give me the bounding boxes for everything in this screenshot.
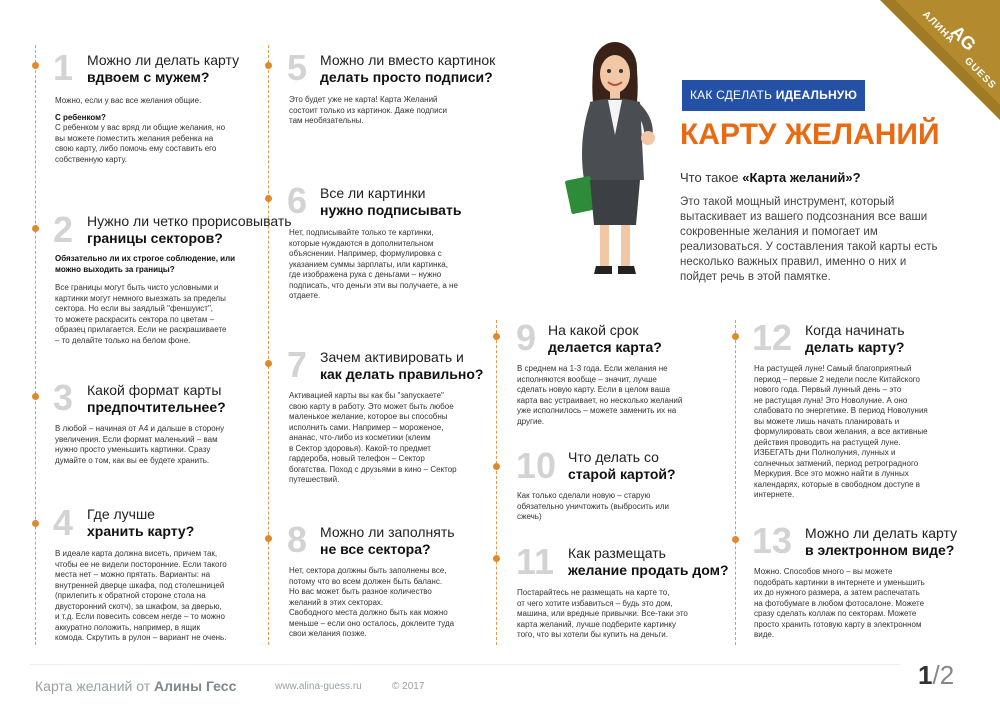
column-rail-2: [268, 45, 269, 645]
answer-text: В среднем на 1-3 года. Если желания не исполняются вообще – значит, лучше сделать новую карту. Если в целом ваша карта вас устраивает, но несколько желаний уже исполнилось – можете заменить их на другие.: [517, 364, 683, 426]
what-is-question: [680, 170, 861, 185]
banner-prefix: КАК СДЕЛАТЬ: [689, 88, 773, 102]
question-number: 4: [53, 502, 74, 543]
footer-credit: [35, 678, 236, 694]
question-title-line2: делается карта?: [548, 339, 662, 355]
question-title-line2: хранить карту?: [87, 523, 195, 539]
question-title-line2: вдвоем с мужем?: [87, 69, 210, 85]
answer-text: Активацией карты вы как бы "запускаете" свою карту в работу. Это может быть любое маленькое желание, которое вы способны исполнить сами. Например – мороженое, ананас, что-либо из косметики (клеим в Сектор здоровья). Какой-то предмет гардероба, новый телефон – Сектор богатства. Поход с друзьями в кино – Сектор путешествий.: [289, 391, 457, 484]
question-number: 2: [53, 209, 74, 250]
bullet-dot: [265, 62, 272, 69]
bullet-dot: [493, 333, 500, 340]
column-rail-3: [496, 320, 497, 645]
question-number: 12: [752, 317, 793, 358]
question-title-line2: как делать правильно?: [320, 366, 484, 382]
answer-text: Нет, сектора должны быть заполнены все, потому что во всем должен быть баланс. Но вас может быть разное количество желаний в этих секторах. Свободного места должно быть как можно меньше – если оно осталось, доклеите туда свои желания позже.: [289, 566, 455, 638]
brand-logo: AG: [946, 21, 980, 55]
bullet-dot: [265, 195, 272, 202]
question-title-line1: Можно ли вместо картинок: [320, 52, 496, 68]
bullet-dot: [32, 225, 39, 232]
question-title-line1: Где лучше: [87, 506, 155, 522]
bullet-dot: [493, 555, 500, 562]
banner-bold: ИДЕАЛЬНУЮ: [775, 88, 858, 102]
question-number: 7: [287, 344, 308, 385]
question-number: 3: [53, 377, 74, 418]
answer-text: Нет, подписывайте только те картинки, которые нуждаются в дополнительном объяснении. Например, формулировка с указанием суммы зарплаты, или картинка, где изображена рука с деньгами – нужно подписать, что деньги эти вы получаете, а не отдаете.: [289, 228, 458, 300]
question-title-line1: Зачем активировать и: [320, 349, 464, 365]
question-title-line2: старой картой?: [568, 466, 676, 482]
footer-author: Алины Гесс: [154, 678, 237, 694]
question-number: 8: [287, 519, 308, 560]
question-number: 13: [752, 520, 793, 561]
question-title-line1: Нужно ли четко прорисовывать: [87, 213, 292, 229]
what-bold: «Карта желаний»?: [742, 170, 861, 185]
question-title-line1: Что делать со: [568, 449, 659, 465]
question-number: 1: [53, 47, 74, 88]
question-title-line1: Можно ли делать карту: [805, 525, 958, 541]
question-number: 9: [516, 317, 537, 358]
question-title-line1: Когда начинать: [805, 322, 905, 338]
answer-text-2: Все границы могут быть чисто условными и картинки могут немного выезжать за пределы сектора. Но если вы заядлый "феншуист", то можете раскрасить сектора по цветам – образец прилагается. Если не раскрашиваете – то делайте только на белом фоне.: [55, 283, 227, 345]
answer-text-2: С ребенком у вас вряд ли общие желания, но вы можете поместить желания ребенка на свою карту, либо помочь ему составить его собственную карту.: [55, 123, 226, 164]
question-number: 11: [516, 541, 555, 582]
bullet-dot: [732, 536, 739, 543]
column-rail-4: [735, 320, 736, 645]
question-title-line2: делать просто подписи?: [320, 69, 493, 85]
question-title-line2: желание продать дом?: [568, 562, 729, 578]
page-indicator: [918, 660, 954, 691]
answer-text: Это будет уже не карта! Карта Желаний состоит только из картинок. Даже подписи там необязательны.: [289, 95, 447, 125]
answer-text: Как только сделали новую – старую обязательно уничтожить (выбросить или сжечь): [517, 491, 669, 521]
footer-copyright: © 2017: [392, 681, 425, 692]
answer-subheading: С ребенком?: [55, 113, 106, 122]
brand-name-right: GUESS: [961, 55, 999, 92]
footer-prefix: Карта желаний от: [35, 678, 151, 694]
bullet-dot: [32, 62, 39, 69]
subtitle-banner: [682, 80, 865, 111]
answer-text: На растущей луне! Самый благоприятный период – первые 2 недели после Китайского нового года. Первый лунный день – это не растущая луна! Это Новолуние. А оно слабовато по энергетике. В период Новолуния вы можете лишь начать планировать и формулировать свои желания, а все активные действия проводить на растущей луне. ИЗБЕГАТЬ дни Полнолуния, лунных и солнечных затмений, период ретроградного Меркурия. Все это можно найти в лунных календарях, которые в свободном доступе в интернете.: [754, 364, 928, 499]
bullet-dot: [32, 520, 39, 527]
answer-text: Можно. Способов много – вы можете подобрать картинки в интернете и уменьшить их до нужного размера, а затем распечатать на фотобумаге в любом фотосалоне. Можете сразу сделать коллаж по секторам. Можете просто хранить готовую карту в электронном виде.: [754, 567, 925, 639]
question-title-line1: Все ли картинки: [320, 185, 426, 201]
answer-subheading: Обязательно ли их строгое соблюдение, или можно выходить за границы?: [55, 254, 236, 274]
answer-text: В идеале карта должна висеть, причем так, чтобы ее не видели посторонние. Если такого места нет – можно прятать. Варианты: на внутренней дверце шкафа, под столешницей (прилепить к обратной стороне стола на двусторонний скотч), за шкафом, за дверью, и т.д. Если повесить совсем негде – то можно аккуратно положить, например, в ящик комода. Скрутить в рулон – вариант не очень.: [55, 549, 227, 642]
footer-url-link[interactable]: www.alina-guess.ru: [275, 681, 362, 692]
answer-text: Можно, если у вас все желания общие.: [55, 96, 202, 105]
question-title-line1: Какой формат карты: [87, 382, 222, 398]
businesswoman-illustration: [560, 40, 670, 280]
intro-paragraph: Это такой мощный инструмент, который вытаскивает из вашего подсознания все ваши сокровенные желания и помогает им реализоваться. У составления такой карты есть несколько важных правил, именно о них и пойдет речь в этой памятке.: [680, 196, 938, 283]
brand-corner-ribbon: [860, 0, 1000, 140]
bullet-dot: [265, 535, 272, 542]
page-separator: /: [932, 660, 940, 690]
question-number: 6: [287, 180, 308, 221]
question-number: 10: [516, 445, 557, 486]
page-title: КАРТУ ЖЕЛАНИЙ: [680, 118, 940, 151]
column-rail-1: [35, 45, 36, 645]
page-total: 2: [939, 660, 955, 690]
footer-divider: [30, 664, 900, 665]
question-title-line2: предпочтительнее?: [87, 399, 226, 415]
question-title-line1: Можно ли заполнять: [320, 524, 455, 540]
brand-name-left: АЛИНА: [920, 9, 957, 46]
bullet-dot: [265, 360, 272, 367]
answer-text: Постарайтесь не размещать на карте то, от чего хотите избавиться – будь это дом, машина, или вредные привычки. Все-таки это карта желаний, лучше подберите картинку того, что вы хотели бы купить на деньги.: [517, 588, 688, 639]
question-title-line1: Как размещать: [568, 545, 666, 561]
page-current: 1: [918, 660, 933, 690]
question-title-line2: делать карту?: [805, 339, 905, 355]
question-title-line2: границы секторов?: [87, 230, 223, 246]
question-title-line2: нужно подписывать: [320, 202, 462, 218]
bullet-dot: [732, 333, 739, 340]
bullet-dot: [493, 463, 500, 470]
question-number: 5: [287, 47, 308, 88]
question-title-line1: Можно ли делать карту: [87, 52, 240, 68]
question-title-line1: На какой срок: [548, 322, 639, 338]
question-title-line2: в электронном виде?: [805, 542, 955, 558]
bullet-dot: [32, 393, 39, 400]
question-title-line2: не все сектора?: [320, 541, 431, 557]
what-prefix: Что такое: [680, 170, 739, 185]
answer-text: В любой – начиная от А4 и дальше в сторону увеличения. Если формат маленький – вам нужно просто уменьшить картинки. Сразу думайте о том, как вы ее будете хранить.: [55, 424, 225, 465]
